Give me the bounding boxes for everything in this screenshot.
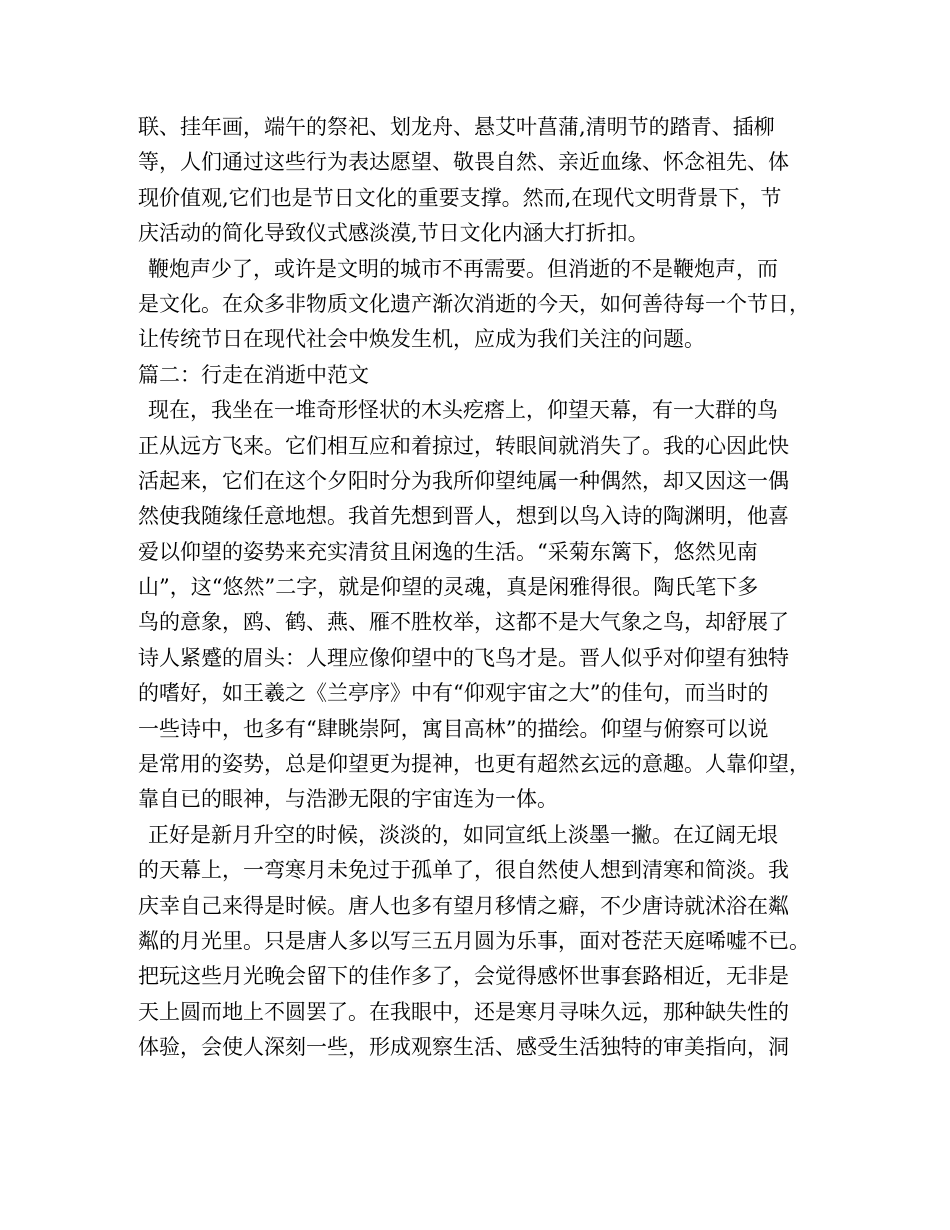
text-line: 的嗜好，如王羲之《兰亭序》中有“仰观宇宙之大”的佳句，而当时的 xyxy=(138,681,769,706)
section-heading: 篇二：行走在消逝中范文 xyxy=(138,362,369,387)
text-line: 联、挂年画，端午的祭祀、划龙舟、悬艾叶菖蒲,清明节的踏青、插柳 xyxy=(138,115,775,139)
text-line: 靠自已的眼神，与浩渺无限的宇宙连为一体。 xyxy=(138,787,558,812)
text-line: 一些诗中，也多有“肆眺崇阿，寓目高林”的描绘。仰望与俯察可以说 xyxy=(138,716,769,741)
text-line: 庆活动的简化导致仪式感淡漠,节日文化内涵大打折扣。 xyxy=(138,221,649,246)
text-line: 体验，会使人深刻一些，形成观察生活、感受生活独特的审美指向，洞 xyxy=(138,1035,789,1060)
text-line: 让传统节日在现代社会中焕发生机，应成为我们关注的问题。 xyxy=(138,327,705,352)
text-line: 是常用的姿势，总是仰望更为提神，也更有超然玄远的意趣。人靠仰望， xyxy=(138,752,810,777)
text-line: 现价值观,它们也是节日文化的重要支撑。然而,在现代文明背景下，节 xyxy=(138,185,782,210)
text-line: 粼的月光里。只是唐人多以写三五月圆为乐事，面对苍茫天庭唏嘘不已。 xyxy=(138,928,810,953)
text-line: 是文化。在众多非物质文化遗产渐次消逝的今天，如何善待每一个节日， xyxy=(138,291,810,316)
paragraph-start-line: 现在，我坐在一堆奇形怪状的木头疙瘩上，仰望天幕，有一大群的鸟 xyxy=(148,398,778,423)
text-line: 正从远方飞来。它们相互应和着掠过，转眼间就消失了。我的心因此快 xyxy=(138,433,789,458)
text-line: 活起来，它们在这个夕阳时分为我所仰望纯属一种偶然，却又因这一偶 xyxy=(138,468,789,493)
paragraph-start-line: 正好是新月升空的时候，淡淡的，如同宣纸上淡墨一撇。在辽阔无垠 xyxy=(148,822,778,847)
text-line: 爱以仰望的姿势来充实清贫且闲逸的生活。“采菊东篱下，悠然见南 xyxy=(138,539,758,564)
article-text xyxy=(138,110,818,1066)
text-line: 天上圆而地上不圆罢了。在我眼中，还是寒月寻味久远，那种缺失性的 xyxy=(138,999,789,1024)
paragraph-start-line: 鞭炮声少了，或许是文明的城市不再需要。但消逝的不是鞭炮声，而 xyxy=(148,256,778,281)
text-line: 然使我随缘任意地想。我首先想到晋人，想到以鸟入诗的陶渊明，他喜 xyxy=(138,504,789,529)
text-line: 等，人们通过这些行为表达愿望、敬畏自然、亲近血缘、怀念祖先、体 xyxy=(138,150,789,175)
text-line: 山”，这“悠然”二字，就是仰望的灵魂，真是闲雅得很。陶氏笔下多 xyxy=(138,575,759,600)
text-line: 鸟的意象，鸥、鹤、燕、雁不胜枚举，这都不是大气象之鸟，却舒展了 xyxy=(138,610,789,635)
text-line: 诗人紧蹙的眉头：人理应像仰望中的飞鸟才是。晋人似乎对仰望有独特 xyxy=(138,645,789,670)
text-line: 把玩这些月光晚会留下的佳作多了，会觉得感怀世事套路相近，无非是 xyxy=(138,964,789,989)
text-line: 的天幕上，一弯寒月未免过于孤单了，很自然使人想到清寒和简淡。我 xyxy=(138,858,789,883)
text-line: 庆幸自己来得是时候。唐人也多有望月移情之癖，不少唐诗就沭浴在粼 xyxy=(138,893,789,918)
